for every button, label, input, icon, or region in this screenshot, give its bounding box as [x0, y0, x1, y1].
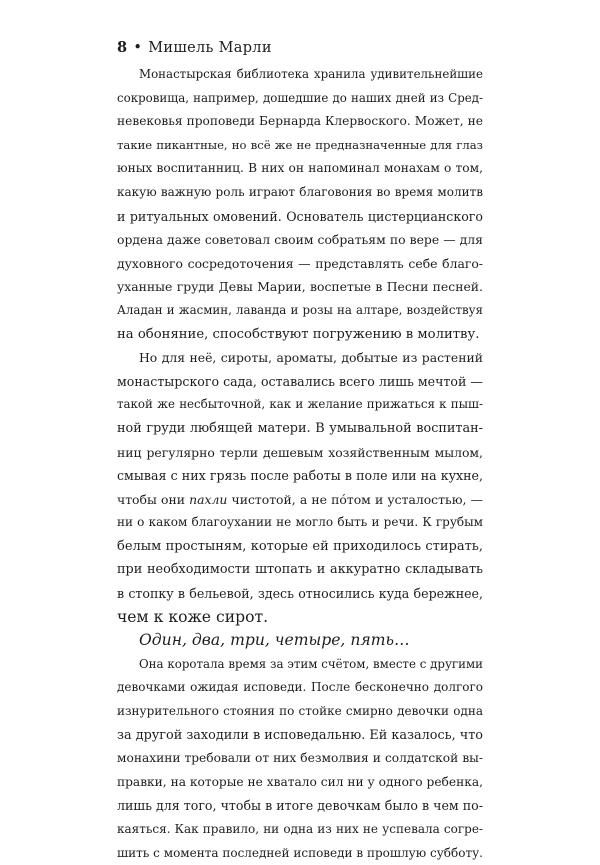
running-head	[117, 39, 272, 57]
author-name: Мишель Марли	[148, 40, 272, 56]
text-line: смывая с них грязь после работы в поле или на кухне,	[117, 468, 483, 484]
text-run: чтобы они	[117, 491, 190, 507]
text-line: монастырского сада, оставались всего лишь мечтой —	[117, 373, 483, 389]
text-line: Монастырская библиотека хранила удивительнейшие	[139, 67, 483, 81]
text-line: девочками ожидая исповеди. После бесконечно долгого	[117, 680, 483, 695]
text-line: белым простыням, которые ей приходилось стирать,	[117, 538, 483, 554]
italic-word: пахли	[189, 491, 228, 507]
text-line: сокровища, например, дошедшие до наших дней из Сред-	[117, 90, 483, 105]
page-number: 8	[117, 39, 128, 56]
text-line: Аладан и жасмин, лаванда и розы на алтаре, воздействуя	[117, 302, 483, 317]
text-line: уханные груди Девы Марии, воспетые в Песни песней.	[117, 279, 483, 295]
italic-counting-text: Один, два, три, четыре, пять…	[139, 631, 410, 650]
text-line: правки, на которые не хватало сил ни у одного ребенка,	[117, 774, 483, 789]
text-line: невековья проповеди Бернарда Клервоского. Может, не	[117, 114, 483, 129]
text-line: какую важную роль играют благовония во время молитв	[117, 184, 483, 199]
text-run: чистотой, а не пóтом и усталостью, —	[227, 491, 483, 507]
text-line: шить с момента последней исповеди в прошлую субботу.	[117, 845, 483, 860]
text-line: лишь для того, чтобы в итоге девочкам было в чем по-	[117, 798, 483, 814]
text-line: такие пикантные, но всё же не предназначенные для глаз	[117, 137, 483, 152]
text-line: за другой заходили в исповедальню. Ей казалось, что	[117, 727, 483, 743]
text-line: Но для неё, сироты, ароматы, добытые из растений	[139, 350, 483, 366]
header-separator: •	[133, 40, 143, 56]
italic-counting-line	[117, 629, 483, 653]
text-line: юных воспитанниц. В них он напоминал монахам о том,	[117, 161, 483, 176]
text-line: каяться. Как правило, ни одна из них не успевала согре-	[117, 822, 483, 836]
text-line: в стопку в бельевой, здесь относились куда бережнее,	[117, 586, 483, 602]
text-line: на обоняние, способствуют погружению в молитву.	[117, 326, 480, 342]
text-line: ной груди любящей матери. В умывальной воспитан-	[117, 420, 483, 436]
text-line: чем к коже сирот.	[117, 607, 269, 626]
text-line: монахини требовали от них безмолвия и солдатской вы-	[117, 751, 483, 766]
body-text	[117, 63, 483, 865]
text-line: и ритуальных омовений. Основатель цистерцианского	[117, 208, 483, 224]
text-line: ни о каком благоухании не могло быть и речи. К грубым	[117, 515, 483, 530]
text-line: ордена даже советовал своим собратьям по вере — для	[117, 232, 483, 248]
text-line: при необходимости штопать и аккуратно складывать	[117, 562, 483, 578]
text-line: духовного сосредоточения — представлять себе благо-	[117, 255, 483, 271]
text-line: Она коротала время за этим счётом, вместе с другими	[139, 656, 483, 671]
text-line: такой же несбыточной, как и желание прижаться к пыш-	[117, 397, 483, 412]
text-line: изнурительного стояния по стойке смирно девочки одна	[117, 704, 483, 719]
text-line-with-italic	[117, 488, 483, 512]
text-line: ниц регулярно терли дешевым хозяйственным мылом,	[117, 444, 483, 460]
